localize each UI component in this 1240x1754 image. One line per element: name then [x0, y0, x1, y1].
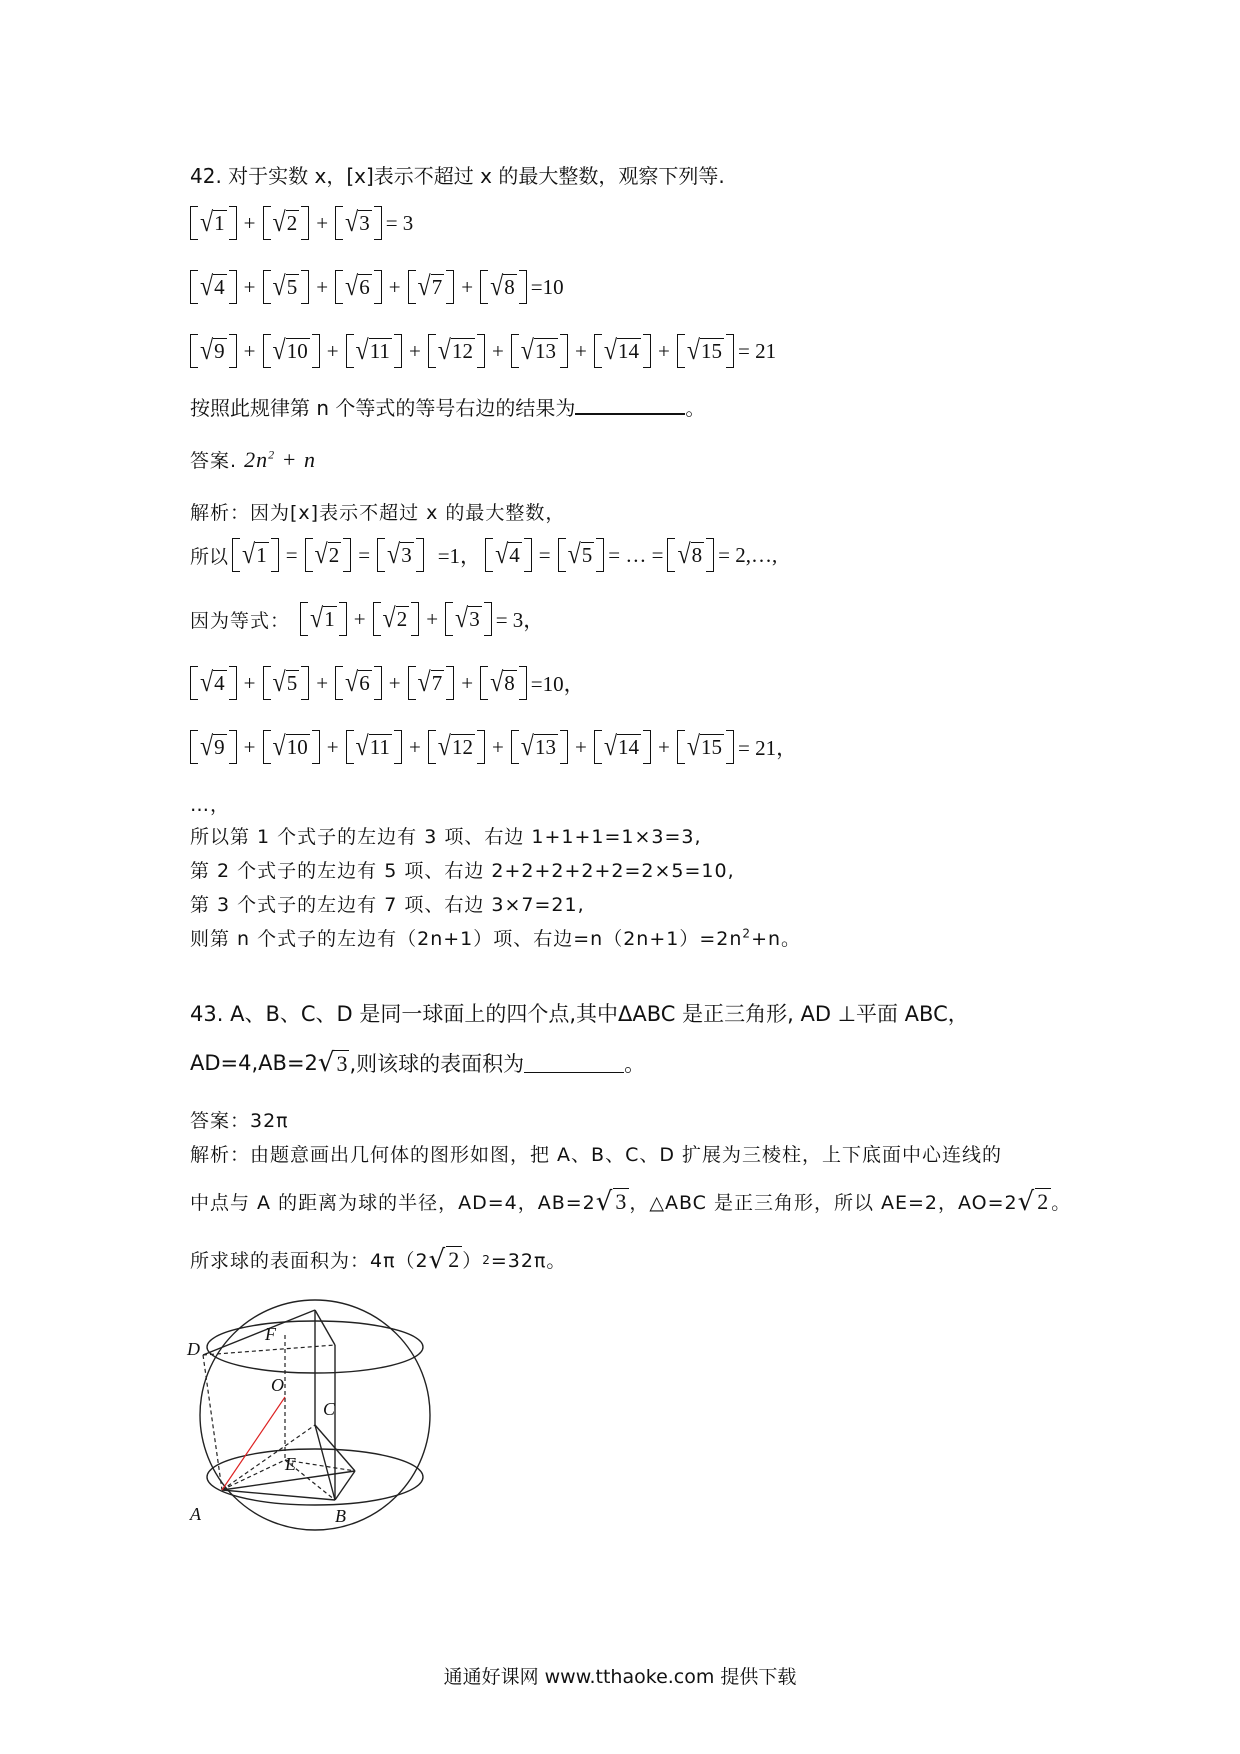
q42-analysis-2	[190, 538, 777, 572]
sqrt-argument: 2	[328, 542, 340, 567]
sqrt-argument: 14	[617, 338, 639, 363]
line-d-part1: 则第 n 个式子的左边有（2n+1）项、右边=n（2n+1）=2n	[190, 928, 743, 950]
label-C: C	[323, 1399, 336, 1419]
sqrt-argument: 3	[401, 542, 412, 567]
q42-prompt	[190, 392, 705, 421]
answer-label: 答案.	[190, 450, 238, 472]
floor-sqrt-term: √ 3	[445, 602, 492, 636]
q42-stem: 42. 对于实数 x，[x]表示不超过 x 的最大整数，观察下列等.	[190, 164, 725, 188]
sqrt-argument: 12	[451, 734, 473, 759]
sqrt-argument: 2	[396, 606, 408, 631]
plus-sign: +	[574, 734, 587, 759]
floor-sqrt-term: √ 9	[190, 730, 237, 764]
plus-sign: +	[316, 210, 329, 235]
answer-sup: 2	[268, 447, 276, 462]
sqrt-argument: 14	[617, 734, 639, 759]
sqrt-argument: 5	[286, 670, 298, 695]
label-O: O	[271, 1375, 284, 1395]
label-D: D	[187, 1339, 200, 1359]
floor-sqrt-term: √ 7	[408, 666, 455, 700]
plus-sign: +	[388, 670, 401, 695]
q42-prompt-end: 。	[685, 396, 706, 420]
stem2-b: ,则该球的表面积为	[349, 1052, 525, 1076]
analysis2-a: 中点与 A 的距离为球的半径，AD=4，AB=2	[190, 1192, 596, 1214]
floor-sqrt-term: √ 14	[594, 730, 651, 764]
equation-rhs: = 3	[385, 210, 414, 235]
floor-sqrt-term: √ 5	[263, 666, 310, 700]
q42-prompt-text: 按照此规律第 n 个等式的等号右边的结果为	[190, 396, 576, 420]
line-d-sup: 2	[742, 926, 752, 941]
plus-sign: +	[243, 210, 256, 235]
label-F: F	[265, 1324, 276, 1344]
floor-sqrt-term: √ 13	[511, 334, 568, 368]
plus-sign: +	[243, 338, 256, 363]
sqrt-argument: 4	[509, 542, 520, 567]
q42-line-b: 第 2 个式子的左边有 5 项、右边 2+2+2+2+2=2×5=10,	[190, 860, 735, 882]
analysis2-b: ，△ABC 是正三角形，所以 AE=2，AO=2	[629, 1192, 1018, 1214]
sqrt-3-arg: 3	[615, 1189, 628, 1214]
sqrt-argument: 5	[581, 542, 593, 567]
equation-rhs: = 3，	[495, 608, 545, 632]
label-A: A	[190, 1504, 201, 1524]
sqrt-argument: 15	[701, 338, 722, 363]
analysis-tail: = 2,…,	[718, 542, 778, 567]
equation-rhs: = 21，	[738, 736, 798, 760]
q42-line-d	[190, 924, 801, 951]
floor-sqrt-term: √ 11	[346, 730, 402, 764]
radius-line	[222, 1397, 285, 1490]
sqrt-argument: 8	[504, 670, 515, 695]
sqrt-3: √ 3	[317, 1048, 348, 1078]
equation-rhs: = 21	[738, 338, 777, 363]
floor-sqrt-term: √ 2	[305, 538, 352, 572]
floor-sqrt-term: √ 4	[190, 666, 237, 700]
plus-sign: +	[243, 670, 256, 695]
sqrt-2: √ 2	[428, 1244, 461, 1275]
floor-sqrt-term: √ 12	[428, 730, 485, 764]
floor-sqrt-term: √ 1	[300, 602, 347, 636]
sqrt-argument: 7	[431, 670, 443, 695]
answer-blank	[524, 1054, 624, 1073]
sqrt-argument: 15	[701, 734, 722, 759]
floor-sqrt-term: √ 8	[480, 666, 527, 700]
label-B: B	[335, 1506, 346, 1526]
q42-line-a: 所以第 1 个式子的左边有 3 项、右边 1+1+1=1×3=3,	[190, 826, 702, 848]
floor-sqrt-term: √ 6	[335, 666, 382, 700]
plus-sign: +	[243, 274, 256, 299]
sqrt-2: √ 2	[1017, 1186, 1050, 1217]
sqrt-argument: 4	[214, 670, 225, 695]
sqrt-argument: 1	[324, 606, 335, 631]
floor-sqrt-term: √ 15	[677, 334, 734, 368]
q43-analysis-2	[190, 1188, 1071, 1215]
sqrt-argument: 13	[534, 734, 556, 759]
plus-sign: +	[491, 338, 504, 363]
sqrt-argument: 8	[504, 274, 515, 299]
q42-answer	[190, 446, 316, 473]
floor-sqrt-term: √ 7	[408, 270, 455, 304]
floor-sqrt-term: √ 8	[480, 270, 527, 304]
sqrt-argument: 11	[369, 338, 390, 363]
floor-sqrt-term: √ 9	[190, 334, 237, 368]
analysis3-a: 所求球的表面积为：4π（2	[190, 1250, 429, 1272]
q42-dots: …，	[190, 794, 231, 816]
sqrt-argument: 6	[359, 274, 370, 299]
plus-sign: +	[326, 338, 339, 363]
ellipsis: = … =	[608, 542, 664, 567]
page-footer: 通通好课网 www.tthaoke.com 提供下载	[443, 1666, 797, 1688]
q42-analysis-3	[190, 602, 544, 636]
q43-analysis-1: 解析：由题意画出几何体的图形如图，把 A、B、C、D 扩展为三棱柱，上下底面中心连线的	[190, 1144, 1003, 1166]
floor-sqrt-term: √ 5	[558, 538, 605, 572]
floor-sqrt-term: √ 11	[346, 334, 402, 368]
floor-sqrt-term: √ 10	[263, 334, 320, 368]
sqrt-argument: 9	[214, 734, 225, 759]
sqrt-argument: 3	[359, 210, 370, 235]
equation-rhs: =10	[530, 274, 564, 299]
plus-sign: +	[461, 274, 474, 299]
equals-sign: =	[538, 542, 551, 567]
sqrt-argument: 1	[214, 210, 225, 235]
sqrt-argument: 6	[359, 670, 370, 695]
sqrt-argument: 3	[469, 606, 480, 631]
floor-sqrt-term: √ 14	[594, 334, 651, 368]
answer-tail: + n	[275, 447, 316, 472]
sqrt-argument: 11	[369, 734, 390, 759]
floor-sqrt-term: √ 12	[428, 334, 485, 368]
sqrt-argument: 7	[431, 274, 443, 299]
equals-sign: =	[285, 542, 298, 567]
analysis3-b: ）	[462, 1250, 483, 1272]
answer-expression	[244, 447, 316, 472]
q42-analysis-1: 解析：因为[x]表示不超过 x 的最大整数，	[190, 502, 566, 524]
q43-stem-2	[190, 1048, 645, 1078]
analysis-mid: =1，	[437, 544, 482, 568]
sqrt-argument: 12	[451, 338, 473, 363]
answer-blank	[575, 395, 685, 415]
sqrt-3-arg: 3	[336, 1050, 348, 1076]
line-d-part2: +n。	[751, 928, 802, 950]
floor-sqrt-term: √ 15	[677, 730, 734, 764]
floor-sqrt-term: √ 3	[335, 206, 382, 240]
floor-sqrt-term: √ 3	[377, 538, 424, 572]
plus-sign: +	[326, 734, 339, 759]
q42-equation-2	[190, 270, 564, 304]
sqrt-3: √ 3	[595, 1186, 628, 1217]
line-prefix: 所以	[190, 545, 229, 568]
q43-answer: 答案：32π	[190, 1110, 289, 1132]
sqrt-argument: 2	[286, 210, 298, 235]
sqrt-argument: 10	[286, 734, 308, 759]
floor-sqrt-term: √ 2	[263, 206, 310, 240]
sqrt-argument: 9	[214, 338, 225, 363]
plus-sign: +	[316, 670, 329, 695]
floor-sqrt-term: √ 1	[190, 206, 237, 240]
sphere-prism-figure	[185, 1295, 445, 1535]
plus-sign: +	[574, 338, 587, 363]
equals-sign: =	[358, 542, 371, 567]
floor-sqrt-term: √ 10	[263, 730, 320, 764]
plus-sign: +	[408, 338, 421, 363]
analysis2-c: 。	[1051, 1192, 1072, 1214]
q42-equation-1	[190, 206, 413, 240]
sqrt-argument: 1	[256, 542, 267, 567]
plus-sign: +	[491, 734, 504, 759]
floor-sqrt-term: √ 4	[485, 538, 532, 572]
sqrt-argument: 10	[286, 338, 308, 363]
sqrt-argument: 8	[691, 542, 703, 567]
floor-sqrt-term: √ 1	[232, 538, 279, 572]
q42-analysis-5	[190, 730, 797, 764]
sqrt-argument: 13	[534, 338, 556, 363]
sqrt-argument: 5	[286, 274, 298, 299]
plus-sign: +	[316, 274, 329, 299]
plus-sign: +	[461, 670, 474, 695]
plus-sign: +	[426, 606, 439, 631]
floor-sqrt-term: √ 13	[511, 730, 568, 764]
plus-sign: +	[388, 274, 401, 299]
label-E: E	[285, 1454, 296, 1474]
floor-sqrt-term: √ 2	[373, 602, 420, 636]
plus-sign: +	[657, 734, 670, 759]
stem2-end: 。	[624, 1052, 646, 1076]
plus-sign: +	[243, 734, 256, 759]
floor-sqrt-term: √ 8	[667, 538, 714, 572]
q42-equation-3	[190, 334, 776, 368]
floor-sqrt-term: √ 6	[335, 270, 382, 304]
q42-analysis-4	[190, 666, 585, 700]
floor-sqrt-term: √ 4	[190, 270, 237, 304]
analysis3-c: =32π。	[490, 1250, 567, 1272]
q43-analysis-3	[190, 1246, 566, 1273]
line-prefix: 因为等式：	[190, 609, 291, 632]
floor-sqrt-term: √ 5	[263, 270, 310, 304]
sqrt-2-arg: 2	[1037, 1189, 1050, 1214]
equation-rhs: =10，	[530, 672, 585, 696]
q43-stem-1: 43. A、B、C、D 是同一球面上的四个点,其中ΔABC 是正三角形, AD ⊥平面 ABC，	[190, 1002, 969, 1026]
plus-sign: +	[353, 606, 366, 631]
q42-line-c: 第 3 个式子的左边有 7 项、右边 3×7=21,	[190, 894, 585, 916]
plus-sign: +	[657, 338, 670, 363]
analysis3-sup: 2	[482, 1252, 491, 1267]
sqrt-argument: 4	[214, 274, 225, 299]
sqrt-2-arg: 2	[448, 1247, 461, 1272]
stem2-a: AD=4,AB=2	[190, 1051, 318, 1075]
plus-sign: +	[408, 734, 421, 759]
answer-value: 2n	[244, 447, 269, 472]
